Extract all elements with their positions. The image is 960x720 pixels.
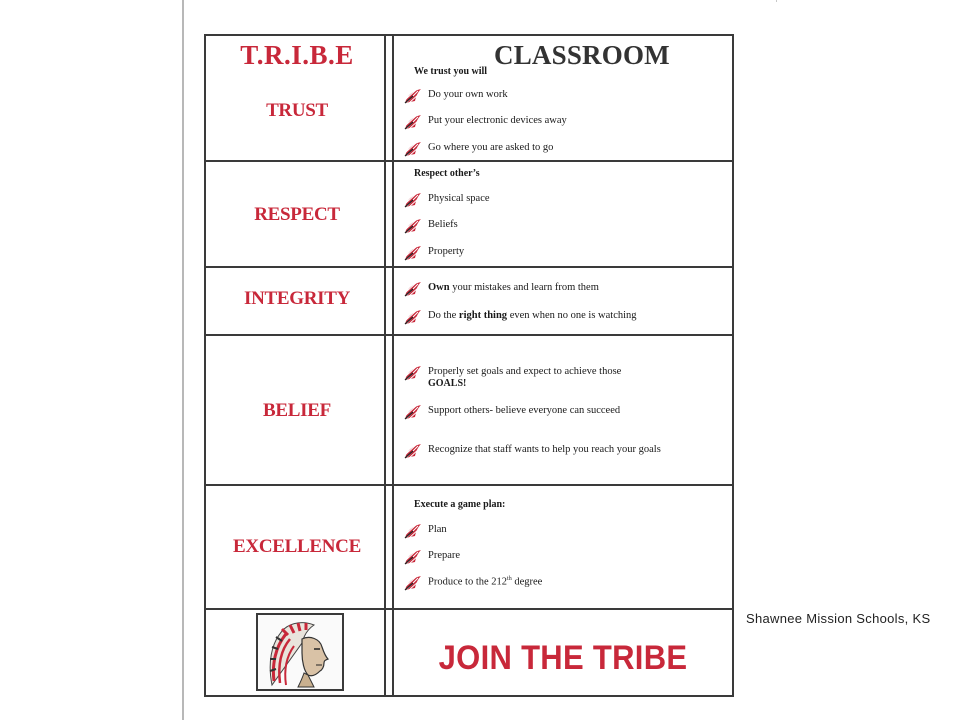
- feather-bullet-icon: [404, 87, 422, 105]
- value-integrity: INTEGRITY: [243, 288, 351, 309]
- behavior-cell: [392, 162, 732, 266]
- chief-headdress-logo-icon: [256, 613, 344, 691]
- feather-bullet-icon: [404, 442, 422, 460]
- item-text: Plan: [428, 524, 447, 535]
- sub-heading: We trust you will: [414, 66, 488, 77]
- item-text-line2: GOALS!: [428, 378, 467, 389]
- feather-bullet-icon: [404, 140, 422, 158]
- feather-bullet-icon: [404, 403, 422, 421]
- item-text: Prepare: [428, 550, 461, 561]
- row-integrity: [206, 268, 732, 336]
- classroom-title: CLASSROOM: [494, 40, 670, 70]
- value-cell: [210, 486, 386, 608]
- behavior-cell: [392, 268, 732, 334]
- logo-cell: [210, 610, 386, 695]
- item-text: even when no one is watching: [507, 310, 637, 321]
- sub-heading: Execute a game plan:: [414, 499, 506, 510]
- sub-heading: Respect other’s: [414, 168, 480, 179]
- value-cell: [210, 36, 386, 160]
- value-belief: BELIEF: [263, 400, 331, 421]
- item-text: your mistakes and learn from them: [449, 282, 599, 293]
- item-text: Produce to the 212: [428, 576, 508, 588]
- item-text: Support others- believe everyone can succeed: [428, 405, 621, 416]
- feather-bullet-icon: [404, 574, 422, 592]
- item-text: degree: [511, 576, 543, 588]
- feather-bullet-icon: [404, 548, 422, 566]
- item-text: Beliefs: [428, 219, 458, 230]
- tribe-title: T.R.I.B.E: [240, 40, 354, 70]
- item-text: Do the: [428, 310, 459, 321]
- join-slogan: JOIN THE TRIBE: [438, 637, 688, 678]
- row-trust: [206, 36, 732, 162]
- row-footer: [206, 610, 732, 695]
- feather-bullet-icon: [404, 113, 422, 131]
- behavior-cell: [392, 336, 732, 484]
- item-text: Property: [428, 246, 465, 257]
- feather-bullet-icon: [404, 364, 422, 382]
- tribe-table: [204, 34, 734, 697]
- item-text: Do your own work: [428, 89, 508, 100]
- source-credit: Shawnee Mission Schools, KS: [746, 611, 931, 626]
- feather-bullet-icon: [404, 191, 422, 209]
- item-bold: right thing: [458, 310, 508, 321]
- item-bold: Own: [428, 282, 450, 293]
- row-respect: [206, 162, 732, 268]
- item-text: Go where you are asked to go: [428, 142, 554, 153]
- item-text: Put your electronic devices away: [428, 115, 567, 126]
- item-text: Physical space: [428, 193, 490, 204]
- feather-bullet-icon: [404, 308, 422, 326]
- slogan-cell: [392, 610, 732, 695]
- value-excellence: EXCELLENCE: [233, 536, 361, 557]
- feather-bullet-icon: [404, 522, 422, 540]
- row-belief: [206, 336, 732, 486]
- item-text: Properly set goals and expect to achieve those: [428, 366, 622, 377]
- page-edge: [182, 0, 184, 720]
- behavior-cell: [392, 486, 732, 608]
- value-respect: RESPECT: [254, 204, 340, 225]
- value-cell: [210, 268, 386, 334]
- value-cell: [210, 162, 386, 266]
- page-edge-right: [776, 0, 777, 2]
- row-excellence: [206, 486, 732, 610]
- item-superscript: th: [507, 576, 512, 582]
- feather-bullet-icon: [404, 280, 422, 298]
- feather-bullet-icon: [404, 244, 422, 262]
- value-cell: [210, 336, 386, 484]
- value-trust: TRUST: [266, 100, 328, 121]
- feather-bullet-icon: [404, 217, 422, 235]
- item-text: Recognize that staff wants to help you reach your goals: [428, 444, 661, 455]
- behavior-cell: [392, 36, 732, 160]
